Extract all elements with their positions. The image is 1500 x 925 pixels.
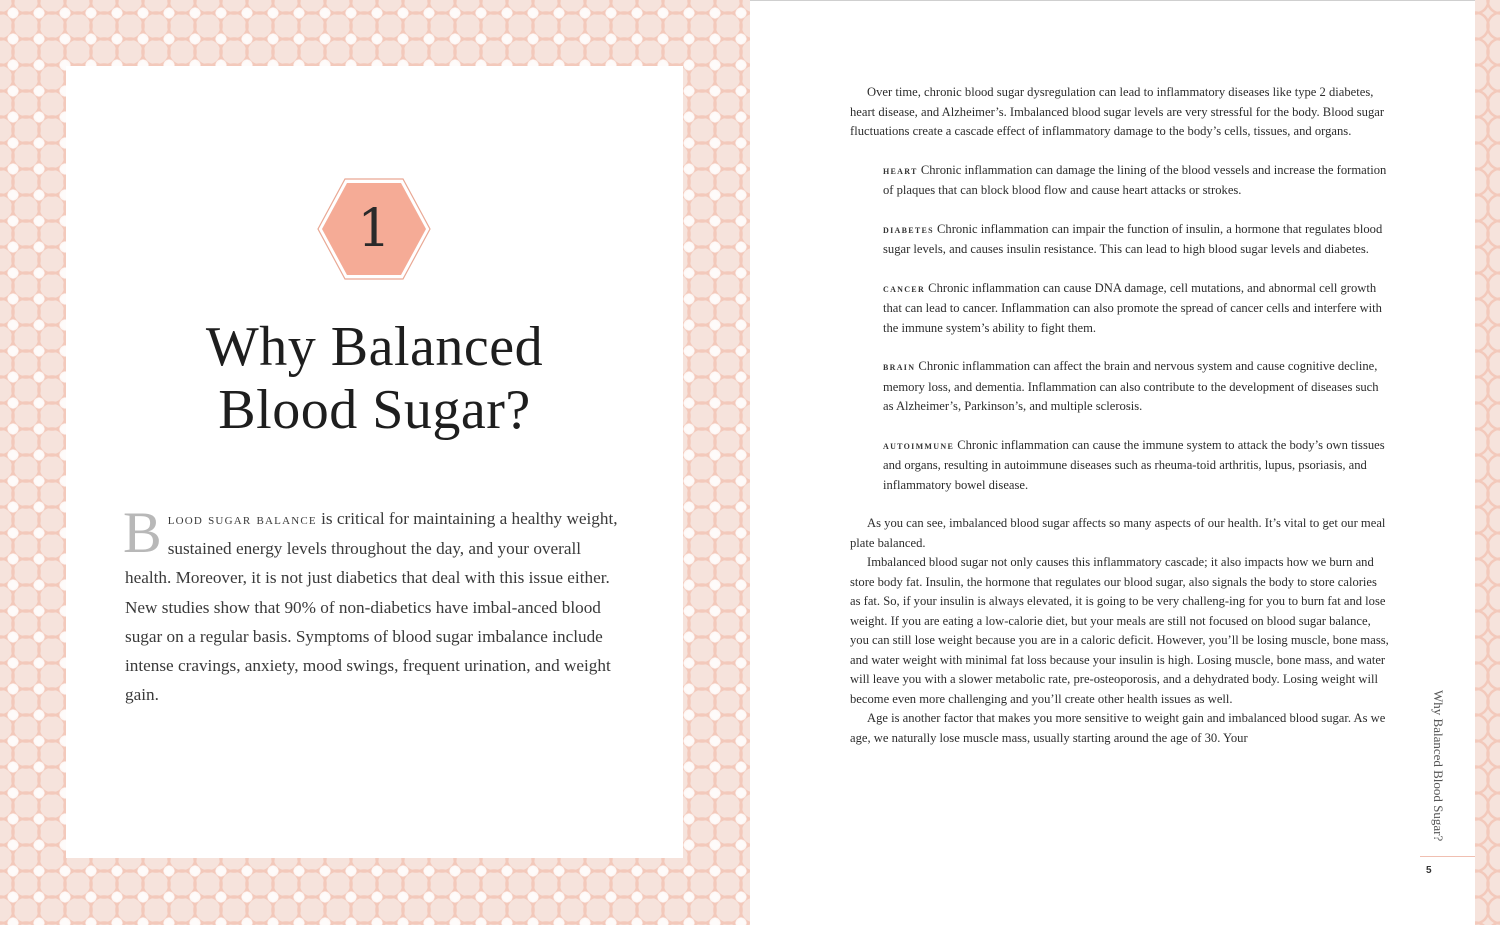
term-label: cancer (883, 282, 926, 295)
chapter-title-line-1: Why Balanced (205, 316, 544, 378)
body-paragraph: Age is another factor that makes you more sensitive to weight gain and imbalanced blood sugar. As we age, we naturally lose muscle mass, usually starting around the age of 30. Your (850, 711, 1386, 745)
term-text: Chronic inflammation can cause the immune system to attack the body’s own tissues and organs, resulting in autoimmune diseases such as rheuma-toid arthritis, lupus, psoriasis, and inflammatory bowel disease. (883, 437, 1385, 492)
term-label: brain (883, 361, 916, 373)
term-text: Chronic inflammation can impair the function of insulin, a hormone that regulates blood sugar levels, and causes insulin resistance. This can lead to high blood sugar levels and diabetes. (883, 221, 1383, 256)
right-page (750, 0, 1500, 925)
list-item-diabetes (883, 220, 1390, 260)
inflammation-effects-list (883, 161, 1390, 496)
running-head: Why Balanced Blood Sugar? (1431, 690, 1446, 842)
term-text: Chronic inflammation can cause DNA damage, cell mutations, and abnormal cell growth that can lead to cancer. Inflammation can also promote the spread of cancer cells and interfere with the immune system’s ability to fight them. (883, 280, 1382, 335)
term-label: autoimmune (883, 439, 955, 452)
page-edge-pattern (1475, 0, 1500, 925)
chapter-number: 1 (357, 199, 391, 259)
intro-text: is critical for maintaining a healthy weight, sustained energy levels throughout the day, and your overall health. Moreover, it is not just diabetics that deal with this issue either. New studies show that 90% of non-diabetics have imbal-anced blood sugar on a regular basis. Symptoms of blood sugar imbalance include intense cravings, anxiety, mood swings, frequent urination, and weight gain. (125, 509, 618, 705)
chapter-badge (316, 177, 432, 281)
lead-in: lood sugar balance (167, 511, 317, 528)
list-item-brain (883, 357, 1390, 417)
body-text (850, 83, 1390, 748)
folio-rule (1420, 856, 1475, 857)
list-item-autoimmune (883, 436, 1390, 496)
term-text: Chronic inflammation can damage the lining of the blood vessels and increase the formation of plaques that can block blood flow and cause heart attacks or strokes. (883, 162, 1387, 197)
drop-cap: B (123, 500, 162, 565)
list-item-heart (883, 161, 1390, 201)
opening-paragraph: Over time, chronic blood sugar dysregulation can lead to inflammatory diseases like type 2 diabetes, heart disease, and Alzheimer’s. Imbalanced blood sugar levels are very stressful for the body. Blood sugar fluctuations create a cascade effect of inflammatory damage to the body’s cells, tissues, and organs. (850, 85, 1385, 138)
chapter-title-line-2: Blood Sugar? (218, 379, 531, 441)
intro-paragraph (123, 500, 625, 709)
term-text: Chronic inflammation can affect the brain and nervous system and cause cognitive decline, memory loss, and dementia. Inflammation can also contribute to the development of diseases such as Alzheimer’s, Parkinson’s, and multiple sclerosis. (883, 359, 1379, 413)
body-paragraph: As you can see, imbalanced blood sugar affects so many aspects of our health. It’s vital to get our meal plate balanced. (850, 516, 1386, 550)
list-item-cancer (883, 279, 1390, 339)
chapter-opener-card (66, 66, 683, 858)
top-rule (750, 0, 1475, 1)
term-label: diabetes (883, 223, 934, 236)
body-paragraph: Imbalanced blood sugar not only causes this inflammatory cascade; it also impacts how we burn and store body fat. Insulin, the hormone that regulates our blood sugar, also signals the body to store calories as fat. So, if your insulin is always elevated, it is going to be very challeng-ing for you to burn fat and lose weight. If you are eating a low-calorie diet, but your meals are still not focused on blood sugar balance, you can still lose weight because you are in a caloric deficit. However, you’ll be losing muscle, bone mass, and water weight with minimal fat loss because your insulin is high. Losing muscle, bone mass, and water will leave you with a slower metabolic rate, pre-osteoporosis, and a dehydrated body. Losing weight will become even more challenging and you’ll create other health issues as well. (850, 555, 1389, 706)
page-number: 5 (1426, 865, 1432, 876)
chapter-title (66, 316, 683, 442)
term-label: heart (883, 164, 918, 177)
